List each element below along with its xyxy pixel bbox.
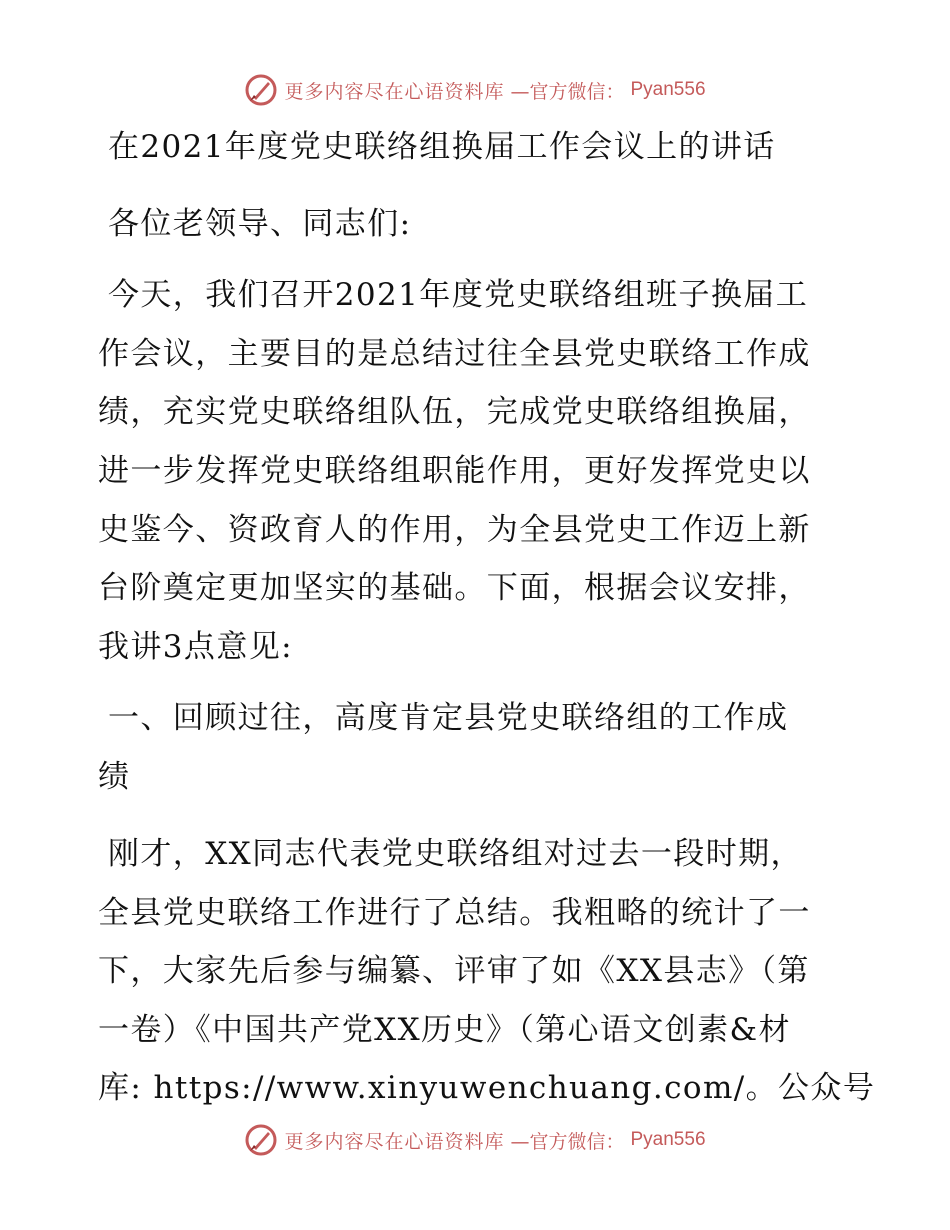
paragraph-line: 绩，充实党史联络组队伍，完成党史联络组换届， [98, 394, 811, 430]
paragraph-line: 台阶奠定更加坚实的基础。下面，根据会议安排， [98, 570, 811, 606]
paragraph-line: 全县党史联络工作进行了总结。我粗略的统计了一 [98, 895, 811, 931]
header-watermark-banner [0, 70, 950, 110]
greeting: 各位老领导、同志们: [108, 206, 412, 242]
paragraph-line: 下，大家先后参与编纂、评审了如《XX县志》（第 [98, 953, 810, 989]
paragraph-line: 今天，我们召开2021年度党史联络组班子换届工 [108, 277, 809, 313]
banner-separator: —官方微信： [510, 80, 625, 103]
banner-wechat-id: Pyan556 [630, 79, 706, 100]
banner-text: 更多内容尽在心语资料库 [284, 80, 505, 103]
paragraph-line: 刚才，XX同志代表党史联络组对过去一段时期， [108, 836, 803, 872]
section-heading-cont: 绩 [98, 759, 131, 795]
section-heading: 一、回顾过往，高度肯定县党史联络组的工作成 [108, 700, 789, 736]
paragraph-line: 史鉴今、资政育人的作用，为全县党史工作迈上新 [98, 512, 811, 548]
paragraph-line: 库: https://www.xinyuwenchuang.com/。公众号 [98, 1070, 876, 1106]
paragraph-line: 进一步发挥党史联络组职能作用，更好发挥党史以 [98, 453, 811, 489]
quill-logo-icon [244, 73, 278, 107]
banner-wechat-id: Pyan556 [630, 1129, 706, 1150]
quill-logo-icon [244, 1123, 278, 1157]
footer-watermark-banner [0, 1120, 950, 1160]
banner-separator: —官方微信： [510, 1130, 625, 1153]
banner-text: 更多内容尽在心语资料库 [284, 1130, 505, 1153]
paragraph-line: 作会议，主要目的是总结过往全县党史联络工作成 [98, 336, 811, 372]
paragraph-line: 一卷）《中国共产党XX历史》（第心语文创素&材 [98, 1012, 791, 1048]
document-title: 在2021年度党史联络组换届工作会议上的讲话 [108, 129, 776, 165]
paragraph-line: 我讲3点意见: [98, 629, 293, 665]
